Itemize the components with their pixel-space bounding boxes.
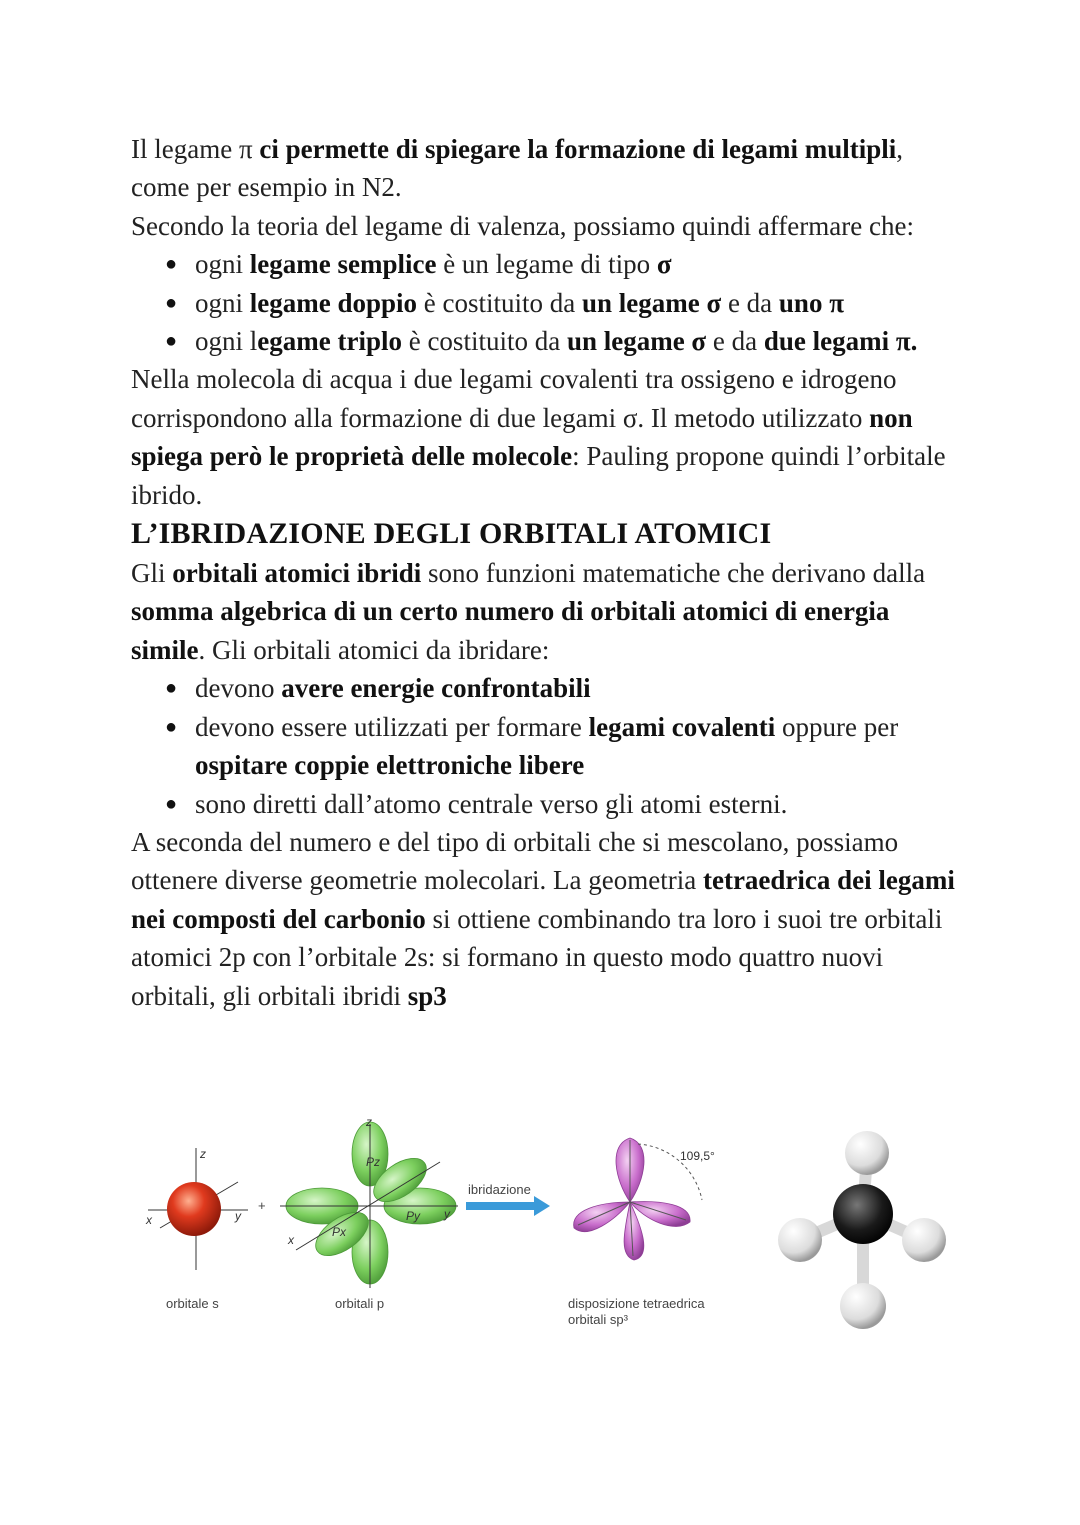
p-orbitals-diagram — [280, 1115, 458, 1311]
s-orbital-sphere — [167, 1182, 221, 1236]
arrow-shaft — [466, 1202, 536, 1210]
hydrogen-atom — [778, 1218, 822, 1262]
text-run: Il legame π — [131, 134, 260, 164]
text-run: Nella molecola di acqua i due legami covalenti tra ossigeno e idrogeno corrispondono alla formazione di due legami σ. Il metodo utilizzato — [131, 364, 897, 433]
hydrogen-atom — [845, 1131, 889, 1175]
list-item: ● devono essere utilizzati per formare legami covalenti oppure per ospitare coppie elettroniche libere — [195, 708, 961, 785]
text-run: : Pauling propone quindi l’orbitale ibrido. — [131, 441, 946, 510]
hybridization-figure — [130, 1110, 960, 1340]
carbon-atom — [833, 1184, 893, 1244]
axis-z-label: z — [366, 1115, 372, 1129]
paragraph-water-molecule — [131, 360, 961, 514]
s-orbital-diagram — [145, 1147, 248, 1311]
list-item: ● sono diretti dall’atomo centrale verso gli atomi esterni. — [195, 785, 961, 823]
document-body — [131, 130, 961, 1015]
caption-p-orbitals: orbitali p — [335, 1296, 385, 1311]
angle-label: 109,5° — [680, 1149, 715, 1163]
paragraph-geometry: A seconda del numero e del tipo di orbitali che si mescolano, possiamo ottenere diverse geometrie molecolari. La geometria tetraedrica dei legami nei composti del carbonio si ottiene combinando tra loro i suoi tre orbitali atomici 2p con l’orbitale 2s: si formano in questo modo quattro nuovi orbitali, gli orbitali ibridi sp3 — [131, 826, 955, 1011]
paragraph-hybrid-orbitals: Gli orbitali atomici ibridi sono funzioni matematiche che derivano dalla somma algebrica di un certo numero di orbitali atomici di energia simile. Gli orbitali atomici da ibridare: — [131, 558, 926, 665]
hybridization-arrow — [466, 1182, 550, 1216]
caption-sp3-line1: disposizione tetraedrica — [568, 1296, 705, 1311]
arrow-label: ibridazione — [468, 1182, 531, 1197]
paragraph-valence-theory: Secondo la teoria del legame di valenza, possiamo quindi affermare che: — [131, 210, 914, 241]
bold-run: ci permette di spiegare la formazione di legami multipli — [259, 134, 897, 164]
label-px: Px — [332, 1225, 347, 1239]
axis-x-label: x — [288, 1233, 294, 1247]
caption-sp3-line2: orbitali sp³ — [568, 1312, 628, 1327]
caption-s-orbital: orbitale s — [166, 1296, 219, 1311]
hydrogen-atom — [840, 1283, 886, 1329]
section-heading: L’IBRIDAZIONE DEGLI ORBITALI ATOMICI — [131, 517, 772, 551]
label-py: Py — [406, 1209, 421, 1223]
list-item: ● ogni legame doppio è costituito da un legame σ e da uno π — [195, 284, 961, 322]
hydrogen-atom — [902, 1218, 946, 1262]
methane-model — [778, 1131, 946, 1329]
list-item: ● ogni legame semplice è un legame di tipo σ — [195, 245, 961, 283]
paragraph-pi-bond — [131, 130, 961, 207]
label-pz: Pz — [366, 1155, 381, 1169]
hybridization-rules-list — [131, 669, 961, 823]
axis-z-label: z — [200, 1147, 206, 1161]
axis-y-label: y — [444, 1207, 450, 1221]
axis-y-label: y — [235, 1209, 241, 1223]
bold-run: non spiega però le proprietà delle molecole — [131, 402, 913, 472]
axis-x-label: x — [146, 1213, 152, 1227]
bond-types-list — [131, 245, 961, 360]
arrow-head — [534, 1196, 550, 1216]
list-item: ● devono avere energie confrontabili — [195, 669, 961, 707]
sp3-orbitals-diagram — [568, 1138, 715, 1327]
plus-sign: + — [258, 1198, 266, 1213]
list-item: ● ogni legame triplo è costituito da un legame σ e da due legami π. — [195, 322, 961, 360]
text-run: , come per esempio in N2. — [131, 134, 903, 203]
